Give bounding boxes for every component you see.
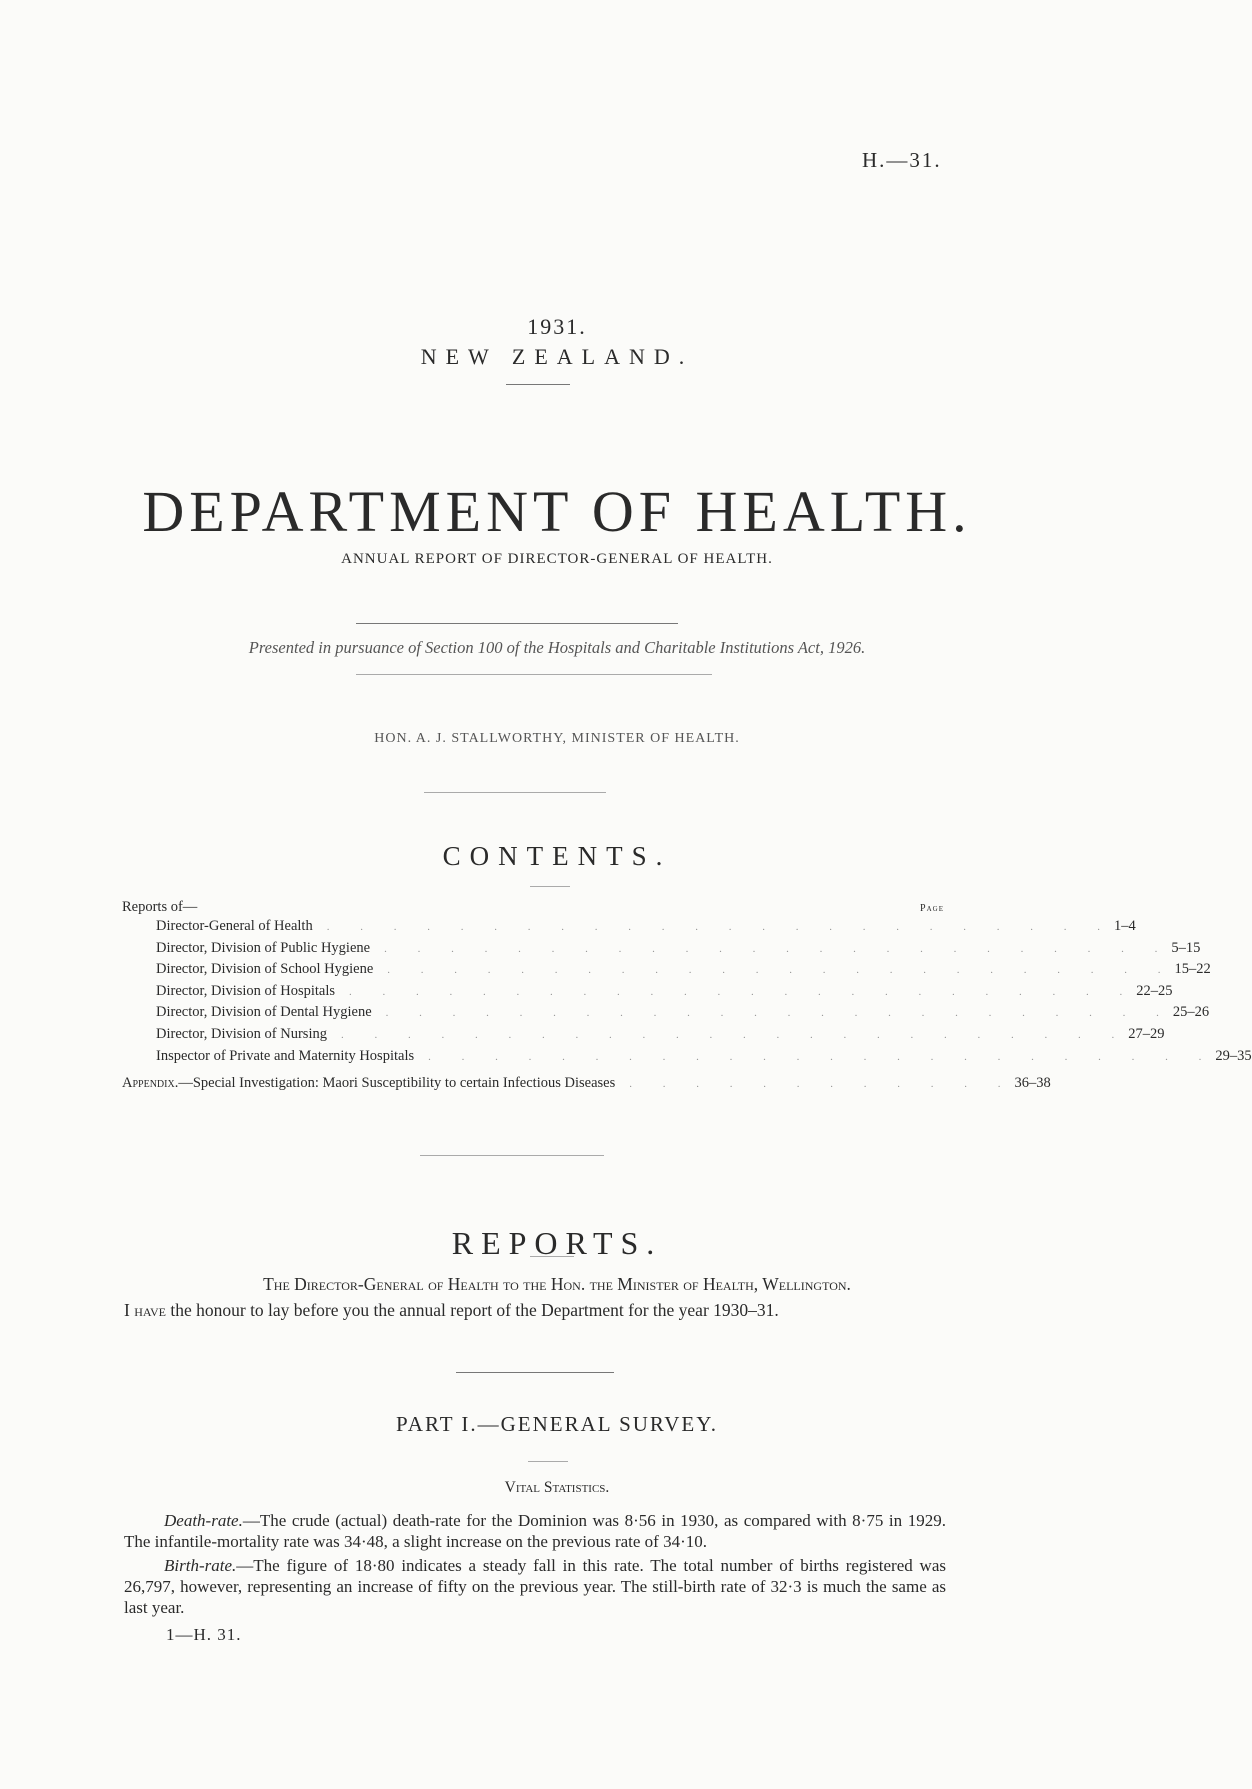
opening-text: the honour to lay before you the annual report of the Department for the year 1930–31. (165, 1300, 779, 1320)
country-heading: NEW ZEALAND. (420, 344, 694, 369)
leader-dots: . . . . . . . . . . . . . . . . . . . . . . . . (326, 921, 1114, 933)
appendix-label: —Special Investigation: Maori Susceptibility to certain Infectious Diseases (178, 1075, 616, 1092)
reports-of-label: Reports of— (122, 899, 198, 915)
leader-dots: . . . . . . . . . . . . . . . . . . . . . . . . (387, 964, 1175, 977)
toc-entry-label: Inspector of Private and Maternity Hospitals (156, 1047, 415, 1064)
toc-entry (122, 982, 1173, 1005)
salutation-line: The Director-General of Health to the Hon. the Minister of Health, Wellington. (263, 1274, 851, 1294)
toc-entry (122, 939, 1201, 962)
death-rate-text: —The crude (actual) death-rate for the Dominion was 8·56 in 1930, as compared with 8·75 in 1929. The infantile-mortality rate was 34·48, a slight increase on the previous rate of 34·10. (124, 1511, 946, 1551)
divider (356, 674, 712, 675)
toc-entry (122, 1025, 1165, 1048)
death-rate-lead: Death-rate. (164, 1511, 243, 1530)
toc-entry-label: Director, Division of Nursing (156, 1025, 327, 1042)
document-subtitle: ANNUAL REPORT OF DIRECTOR-GENERAL OF HEALTH. (341, 551, 773, 567)
presented-note: Presented in pursuance of Section 100 of the Hospitals and Charitable Institutions Act, 1926. (248, 638, 866, 657)
toc-entry-page: 29–35 (1215, 1047, 1252, 1064)
part-title: PART I.—GENERAL SURVEY. (396, 1412, 718, 1436)
toc-entry-label: Director, Division of Hospitals (156, 982, 336, 999)
birth-rate-text: —The figure of 18·80 indicates a steady fall in this rate. The total number of births registered was 26,797, however, representing an increase of fifty on the previous year. The still-birth rate of 32·3 is much the same as last year. (124, 1556, 946, 1617)
leader-dots: . . . . . . . . . . . . . . . . . . . . . . . . (385, 1007, 1173, 1020)
toc-entry (122, 1047, 1252, 1070)
divider (506, 384, 570, 385)
reports-title: REPORTS. (451, 1225, 663, 1261)
toc-entry-page: 15–22 (1174, 961, 1211, 978)
leader-dots: . . . . . . . . . . . . (629, 1078, 1015, 1091)
toc-entry-page: 22–25 (1136, 982, 1173, 999)
opening-line (124, 1300, 779, 1321)
contents-title: CONTENTS. (442, 841, 672, 871)
divider (456, 1372, 614, 1373)
death-rate-paragraph (124, 1510, 946, 1552)
toc-entry (122, 961, 1211, 983)
table-of-contents (122, 899, 1252, 1097)
footer-page-reference: 1—H. 31. (166, 1625, 242, 1644)
page-column-header: Page (920, 903, 944, 914)
toc-entry-page: 5–15 (1171, 939, 1201, 956)
toc-entry-label: Director-General of Health (156, 918, 313, 934)
leader-dots: . . . . . . . . . . . . . . . . . . . . . . . . (428, 1050, 1216, 1063)
divider (530, 1256, 574, 1257)
section-heading: Vital Statistics. (504, 1479, 610, 1496)
toc-entry-label: Director, Division of School Hygiene (156, 961, 374, 978)
toc-entry-page: 25–26 (1172, 1004, 1210, 1021)
leader-dots: . . . . . . . . . . . . . . . . . . . . . . . . (349, 985, 1137, 998)
divider (356, 623, 678, 624)
toc-entry-label: Director, Division of Dental Hygiene (156, 1004, 372, 1021)
toc-entry-label: Director, Division of Public Hygiene (156, 939, 371, 956)
leader-dots: . . . . . . . . . . . . . . . . . . . . . . . . (384, 942, 1172, 955)
opening-lead: I have (124, 1300, 166, 1320)
page-reference: H.—31. (862, 148, 942, 172)
minister-line: HON. A. J. STALLWORTHY, MINISTER OF HEALTH. (374, 731, 740, 746)
toc-entry (122, 918, 1136, 940)
appendix-prefix: Appendix. (122, 1075, 179, 1092)
birth-rate-lead: Birth-rate. (164, 1556, 237, 1575)
toc-appendix-entry (122, 1075, 1051, 1097)
divider (420, 1155, 604, 1156)
divider (530, 886, 570, 887)
toc-entry-page: 1–4 (1113, 918, 1136, 934)
toc-entry (122, 1004, 1210, 1026)
divider (424, 792, 606, 793)
divider (528, 1461, 568, 1462)
appendix-page: 36–38 (1014, 1075, 1051, 1092)
birth-rate-paragraph (124, 1555, 946, 1618)
document-title: DEPARTMENT OF HEALTH. (142, 479, 972, 544)
report-year: 1931. (527, 314, 587, 339)
leader-dots: . . . . . . . . . . . . . . . . . . . . . . . . (340, 1028, 1129, 1041)
toc-entry-page: 27–29 (1128, 1025, 1165, 1042)
